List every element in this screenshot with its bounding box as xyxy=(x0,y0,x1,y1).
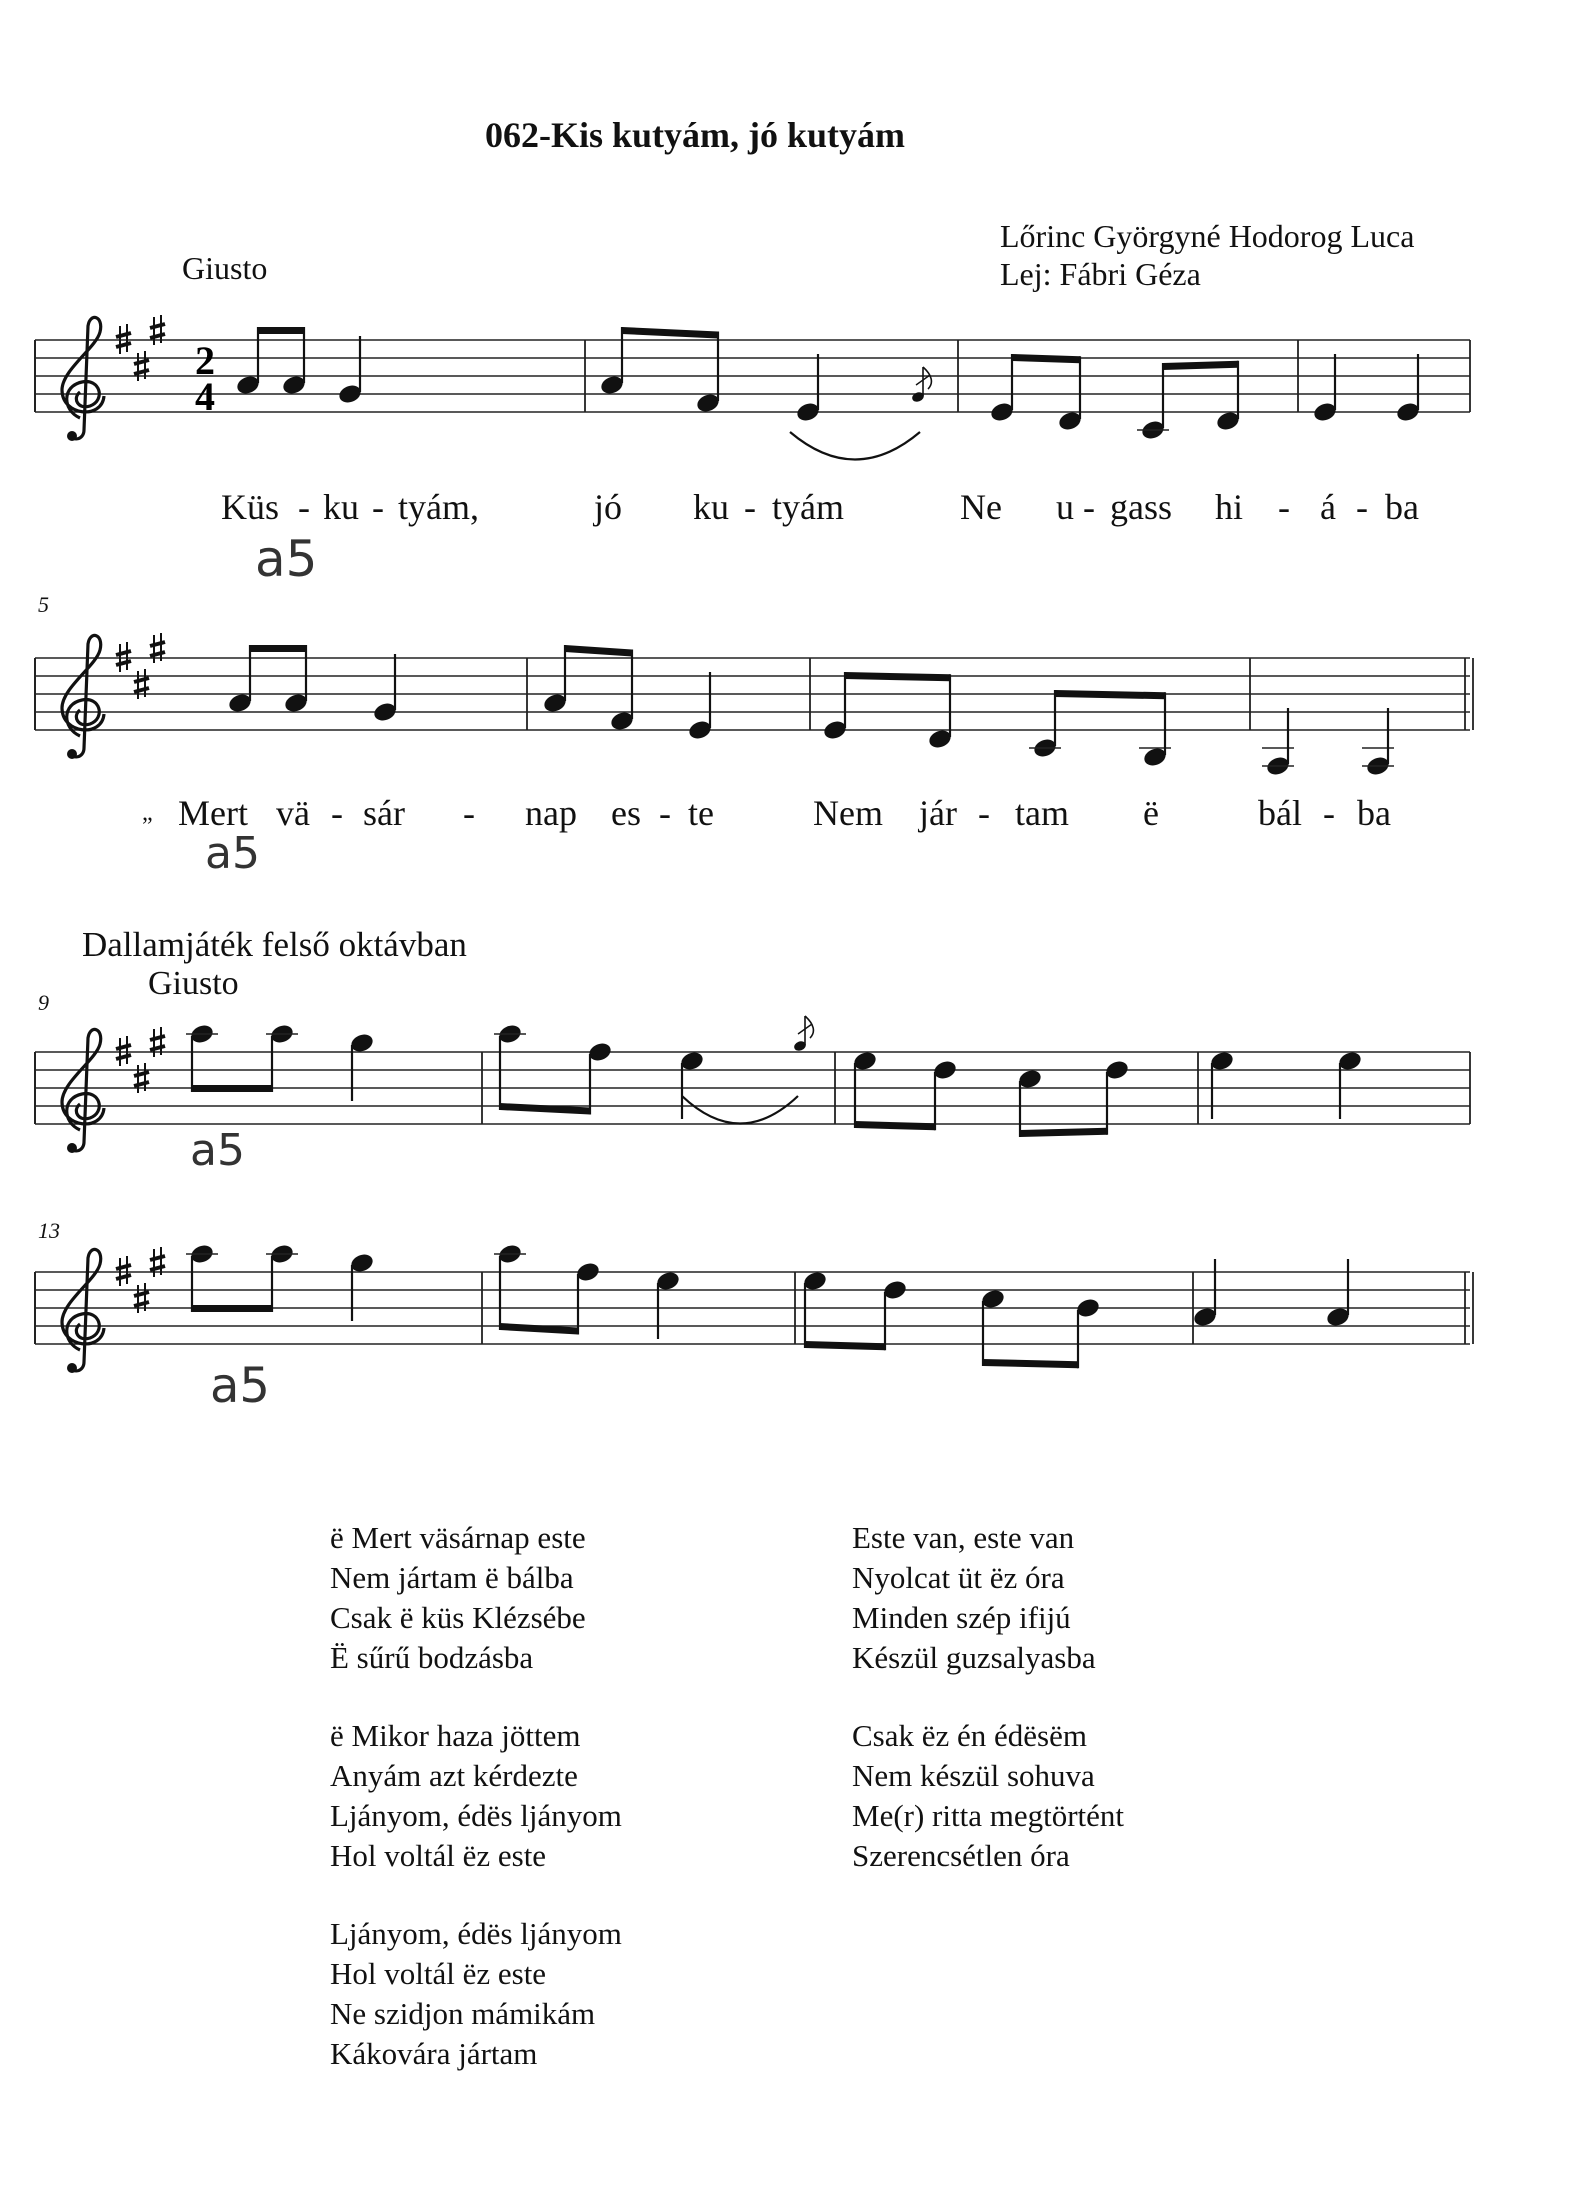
lyric-syllable: gass xyxy=(1110,487,1172,527)
slur xyxy=(790,432,920,460)
sharp-sign xyxy=(150,652,165,656)
verse-line: Anyám azt kérdezte xyxy=(330,1758,578,1793)
lyric-syllable: ku xyxy=(323,487,359,527)
beam xyxy=(500,1103,590,1115)
verse-line: ë Mikor haza jöttem xyxy=(330,1718,581,1753)
lyric-hyphen: - xyxy=(1356,487,1368,527)
beam xyxy=(1055,690,1165,699)
lyric-syllable: u xyxy=(1056,487,1074,527)
section-heading: Dallamjáték felső oktávban xyxy=(82,925,467,964)
lyric-hyphen: - xyxy=(298,487,310,527)
lyric-syllable: tyám, xyxy=(398,487,479,527)
breath-mark: „ xyxy=(142,800,153,826)
treble-clef xyxy=(62,1029,104,1150)
treble-clef xyxy=(62,317,104,438)
sharp-sign xyxy=(150,1036,165,1040)
handwritten-annotation: a5 xyxy=(210,1358,270,1414)
grace-note-flag xyxy=(805,1016,813,1038)
sharp-sign xyxy=(150,1266,165,1270)
sharp-sign xyxy=(116,651,131,655)
lyric-syllable: Ne xyxy=(960,487,1002,527)
tempo-marking: Giusto xyxy=(182,250,268,286)
beam xyxy=(192,1085,272,1092)
sharp-sign xyxy=(134,370,149,374)
lyric-syllable: bál xyxy=(1258,793,1302,833)
lyric-syllable: ë xyxy=(1143,793,1159,833)
lyric-syllable: te xyxy=(688,793,714,833)
beam xyxy=(983,1359,1078,1368)
beam xyxy=(805,1341,885,1350)
lyric-hyphen: - xyxy=(463,793,475,833)
measure-number: 13 xyxy=(38,1218,60,1243)
measure-number: 9 xyxy=(38,990,49,1015)
verse-line: Hol voltál ëz este xyxy=(330,1956,547,1991)
sharp-sign xyxy=(150,324,165,328)
lyric-hyphen: - xyxy=(1323,793,1335,833)
verse-line: Csak ëz én édësëm xyxy=(852,1718,1087,1753)
lyric-syllable: Nem xyxy=(813,793,883,833)
beam xyxy=(845,672,950,681)
sharp-sign xyxy=(116,333,131,337)
lyric-hyphen: - xyxy=(978,793,990,833)
sharp-sign xyxy=(134,688,149,692)
sharp-sign xyxy=(150,642,165,646)
beam xyxy=(1012,354,1080,363)
beam xyxy=(565,645,632,657)
sharp-sign xyxy=(134,1302,149,1306)
verse-line: Készül guzsalyasba xyxy=(852,1640,1096,1675)
stanza xyxy=(852,1518,1124,1678)
time-signature-bottom: 4 xyxy=(195,374,215,419)
sharp-sign xyxy=(134,1082,149,1086)
lyric-hyphen: - xyxy=(1278,487,1290,527)
verse-line: Kákovára jártam xyxy=(330,2036,538,2071)
lyric-hyphen: - xyxy=(744,487,756,527)
treble-clef xyxy=(62,1249,104,1370)
sharp-sign xyxy=(116,1265,131,1269)
sharp-sign xyxy=(150,334,165,338)
lyric-syllable: ku xyxy=(693,487,729,527)
lyric-syllable: tyám xyxy=(772,487,844,527)
lyric-syllable: es xyxy=(611,793,641,833)
verses-right-column xyxy=(852,1518,1124,1914)
stanza xyxy=(330,1716,622,1876)
stanza xyxy=(330,1518,622,1678)
verses-left-column xyxy=(330,1518,622,2112)
sharp-sign xyxy=(150,1256,165,1260)
beam xyxy=(855,1121,935,1130)
sharp-sign xyxy=(116,1045,131,1049)
sharp-sign xyxy=(116,343,131,347)
treble-clef-dot xyxy=(67,1363,77,1373)
grace-note-flag xyxy=(923,367,931,389)
verse-line: Me(r) ritta megtörtént xyxy=(852,1798,1125,1833)
lyric-syllable: nap xyxy=(525,793,577,833)
treble-clef xyxy=(62,635,104,756)
handwritten-annotation: a5 xyxy=(205,828,260,879)
treble-clef-dot xyxy=(67,1143,77,1153)
sharp-sign xyxy=(150,1046,165,1050)
lyric-hyphen: - xyxy=(1083,487,1095,527)
lyric-syllable: ba xyxy=(1385,487,1419,527)
lyric-hyphen: - xyxy=(331,793,343,833)
tempo-marking: Giusto xyxy=(148,965,239,1002)
handwritten-annotation: a5 xyxy=(255,530,318,588)
beam xyxy=(622,327,718,339)
sharp-sign xyxy=(134,1072,149,1076)
lyric-syllable: sár xyxy=(363,793,405,833)
lyric-syllable: Mert xyxy=(178,793,248,833)
lyric-hyphen: - xyxy=(372,487,384,527)
beam xyxy=(1163,361,1238,370)
verse-line: Nem készül sohuva xyxy=(852,1758,1095,1793)
beam xyxy=(192,1305,272,1312)
beam xyxy=(1020,1128,1107,1137)
beam xyxy=(258,327,304,334)
transcriber-credit: Lej: Fábri Géza xyxy=(1000,256,1201,292)
sharp-sign xyxy=(134,678,149,682)
verse-line: Minden szép ifijú xyxy=(852,1600,1071,1635)
lyric-hyphen: - xyxy=(659,793,671,833)
lyric-syllable: jó xyxy=(594,487,623,527)
verse-line: ë Mert väsárnap este xyxy=(330,1520,586,1555)
page-title: 062-Kis kutyám, jó kutyám xyxy=(484,115,906,155)
lyric-syllable: á xyxy=(1320,487,1336,527)
stanza xyxy=(852,1716,1124,1876)
verse-line: Nem jártam ë bálba xyxy=(330,1560,574,1595)
slur xyxy=(682,1096,798,1124)
stanza xyxy=(330,1914,622,2074)
verse-line: Nyolcat üt ëz óra xyxy=(852,1560,1065,1595)
sharp-sign xyxy=(116,1275,131,1279)
verse-line: Este van, este van xyxy=(852,1520,1075,1555)
verse-line: Ë sűrű bodzásba xyxy=(330,1640,534,1675)
verse-line: Ne szidjon mámikám xyxy=(330,1996,596,2031)
verse-line: Hol voltál ëz este xyxy=(330,1838,547,1873)
lyric-syllable: ba xyxy=(1357,793,1391,833)
handwritten-annotation: a5 xyxy=(190,1125,245,1176)
lyric-syllable: Küs xyxy=(221,487,280,527)
treble-clef-dot xyxy=(67,431,77,441)
lyric-syllable: jár xyxy=(919,793,957,833)
beam xyxy=(250,645,306,652)
verse-line: Ljányom, édës ljányom xyxy=(330,1798,622,1833)
informant-credit: Lőrinc Györgyné Hodorog Luca xyxy=(1000,218,1415,254)
measure-number: 5 xyxy=(38,592,49,617)
lyric-syllable: hi xyxy=(1215,487,1244,527)
lyric-syllable: vä xyxy=(276,793,310,833)
beam xyxy=(500,1323,578,1335)
sharp-sign xyxy=(134,360,149,364)
time-signature-top: 2 xyxy=(195,338,215,383)
sharp-sign xyxy=(116,1055,131,1059)
verse-line: Csak ë küs Klézsébe xyxy=(330,1600,586,1635)
lyric-syllable: tam xyxy=(1015,793,1069,833)
verse-line: Ljányom, édës ljányom xyxy=(330,1916,622,1951)
sharp-sign xyxy=(134,1292,149,1296)
treble-clef-dot xyxy=(67,749,77,759)
verse-line: Szerencsétlen óra xyxy=(852,1838,1070,1873)
sharp-sign xyxy=(116,661,131,665)
